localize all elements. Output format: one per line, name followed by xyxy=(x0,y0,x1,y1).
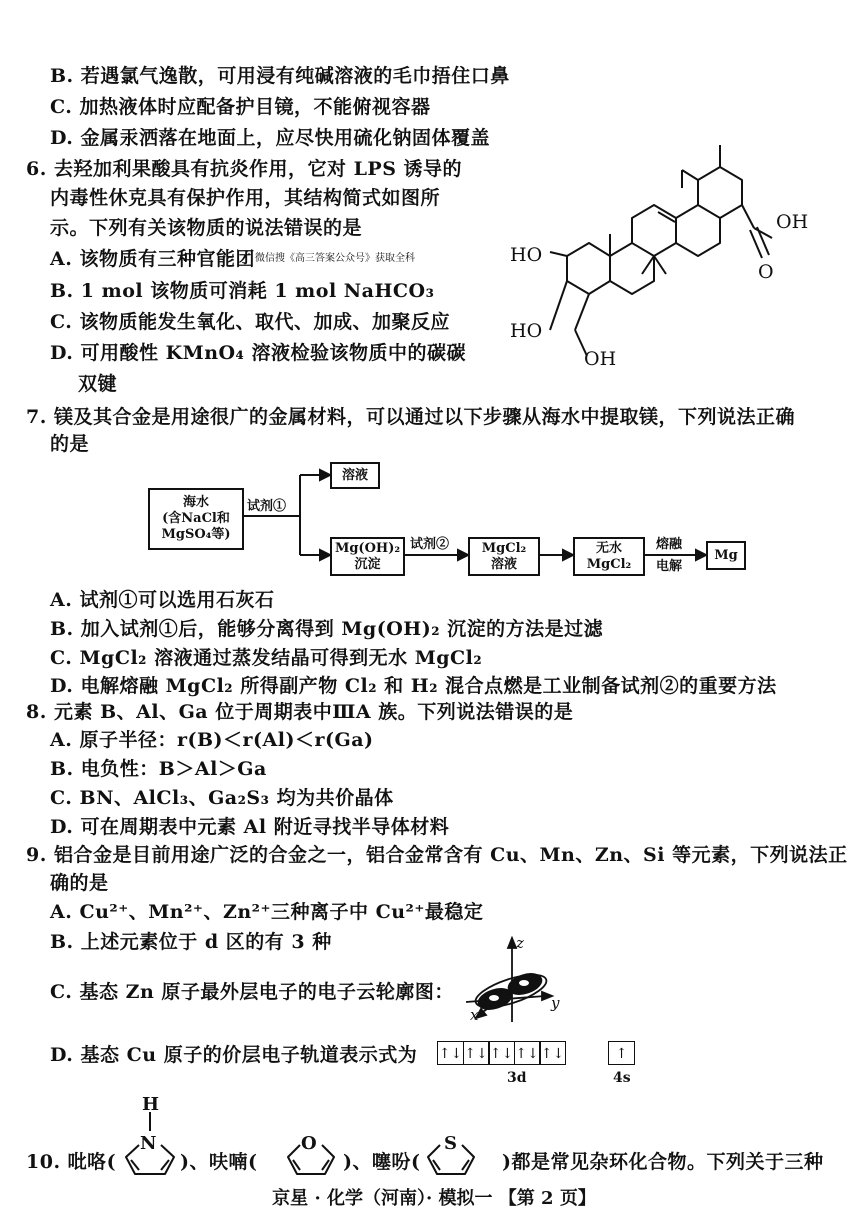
flow-seawater-line2: (含NaCl和 xyxy=(162,511,230,526)
orbital-4s-label: 4s xyxy=(613,1070,631,1086)
q8-option-b: B. 电负性：B＞Al＞Ga xyxy=(50,758,267,780)
q6-stem-line3: 示。下列有关该物质的说法错误的是 xyxy=(50,217,363,239)
orbital-3d-cell: ↑↓ xyxy=(514,1041,541,1065)
q9-option-b: B. 上述元素位于 d 区的有 3 种 xyxy=(50,931,332,953)
flow-seawater-line1: 海水 xyxy=(182,495,209,510)
thiophene-s-label: S xyxy=(444,1133,457,1154)
furan-o-label: O xyxy=(301,1133,317,1154)
flow-reagent2-label: 试剂② xyxy=(410,537,450,552)
cooh-oh-label: OH xyxy=(776,211,809,233)
q10-stem-part1: 10. 吡咯( xyxy=(26,1151,117,1173)
flow-mg-text: Mg xyxy=(714,547,738,563)
q10-stem-part2: )、呋喃( xyxy=(180,1151,258,1173)
q9-option-d: D. 基态 Cu 原子的价层电子轨道表示式为 xyxy=(50,1044,418,1066)
flow-seawater-line3: MgSO₄等) xyxy=(161,527,231,542)
q5-option-c: C. 加热液体时应配备护目镜，不能俯视容器 xyxy=(50,96,431,118)
q10-stem-part4: )都是常见杂环化合物。下列关于三种 xyxy=(502,1151,824,1173)
flow-mgcl2-solution-line1: MgCl₂ xyxy=(481,540,527,556)
q6-option-d-line1: D. 可用酸性 KMnO₄ 溶液检验该物质中的碳碳 xyxy=(50,342,466,364)
ho-label-1: HO xyxy=(510,244,543,266)
q5-option-d: D. 金属汞洒落在地面上，应尽快用硫化钠固体覆盖 xyxy=(50,127,491,149)
pyrrole-h-label: H xyxy=(142,1094,160,1115)
orbital-3d-cell: ↑↓ xyxy=(488,1041,515,1065)
q8-stem: 8. 元素 B、Al、Ga 位于周期表中ⅢA 族。下列说法错误的是 xyxy=(26,701,574,723)
flow-reagent1-label: 试剂① xyxy=(247,499,287,514)
q7-option-d: D. 电解熔融 MgCl₂ 所得副产物 Cl₂ 和 H₂ 混合点燃是工业制备试剂②的重要方法 xyxy=(50,675,777,697)
orbital-4s-cell: ↑ xyxy=(608,1041,635,1065)
q8-option-c: C. BN、AlCl₃、Ga₂S₃ 均为共价晶体 xyxy=(50,787,394,809)
ho-label-2: HO xyxy=(510,320,543,342)
q9-stem-line1: 9. 铝合金是目前用途广泛的合金之一，铝合金常含有 Cu、Mn、Zn、Si 等元素，下列说法正 xyxy=(26,844,848,866)
q6-option-d-line2: 双键 xyxy=(78,373,118,395)
q6-stem-line1: 6. 去羟加利果酸具有抗炎作用，它对 LPS 诱导的 xyxy=(26,158,463,180)
q6-stem-line2: 内毒性休克具有保护作用，其结构简式如图所 xyxy=(50,187,441,209)
watermark: 微信搜《高三答案公众号》获取全科 xyxy=(254,253,415,264)
flow-electrolysis-label2: 电解 xyxy=(656,559,683,574)
axis-y-label: y xyxy=(551,994,560,1012)
q8-option-a: A. 原子半径：r(B)＜r(Al)＜r(Ga) xyxy=(50,729,374,751)
flow-anhydrous-line2: MgCl₂ xyxy=(586,556,632,572)
orbital-3d-cell: ↑↓ xyxy=(437,1041,464,1065)
q7-stem-line1: 7. 镁及其合金是用途很广的金属材料，可以通过以下步骤从海水中提取镁，下列说法正确 xyxy=(26,406,795,428)
flow-precipitate-line1: Mg(OH)₂ xyxy=(334,540,401,556)
flow-solution-text: 溶液 xyxy=(341,467,368,483)
axis-z-label: z xyxy=(516,934,524,952)
axis-x-label: x xyxy=(470,1006,479,1024)
q7-option-a: A. 试剂①可以选用石灰石 xyxy=(50,589,275,611)
orbital-3d-cell: ↑↓ xyxy=(463,1041,490,1065)
flow-electrolysis-label1: 熔融 xyxy=(656,537,683,552)
pyrrole-n-label: N xyxy=(140,1133,157,1154)
q8-option-d: D. 可在周期表中元素 Al 附近寻找半导体材料 xyxy=(50,816,450,838)
q6-option-a-text: A. 该物质有三种官能团 xyxy=(50,248,255,270)
q9-option-a: A. Cu²⁺、Mn²⁺、Zn²⁺三种离子中 Cu²⁺最稳定 xyxy=(50,901,484,923)
q7-option-c: C. MgCl₂ 溶液通过蒸发结晶可得到无水 MgCl₂ xyxy=(50,647,483,669)
q6-option-b: B. 1 mol 该物质可消耗 1 mol NaHCO₃ xyxy=(50,280,435,302)
q9-option-c: C. 基态 Zn 原子最外层电子的电子云轮廓图： xyxy=(50,981,454,1003)
flow-anhydrous-line1: 无水 xyxy=(595,540,622,556)
q9-stem-line2: 确的是 xyxy=(50,872,109,894)
cooh-o-label: O xyxy=(758,261,774,283)
q5-option-b: B. 若遇氯气逸散，可用浸有纯碱溶液的毛巾捂住口鼻 xyxy=(50,65,510,87)
q10-stem-part3: )、噻吩( xyxy=(343,1151,421,1173)
q7-option-b: B. 加入试剂①后，能够分离得到 Mg(OH)₂ 沉淀的方法是过滤 xyxy=(50,618,604,640)
orbital-3d-label: 3d xyxy=(507,1070,527,1086)
orbital-3d-cell: ↑↓ xyxy=(539,1041,566,1065)
flow-precipitate-line2: 沉淀 xyxy=(354,556,381,572)
oh-label-3: OH xyxy=(584,348,617,370)
flow-mgcl2-solution-line2: 溶液 xyxy=(490,556,517,572)
q6-option-c: C. 该物质能发生氧化、取代、加成、加聚反应 xyxy=(50,311,451,333)
q7-stem-line2: 的是 xyxy=(50,433,90,455)
page-footer: 京星 · 化学（河南）· 模拟一 【第 2 页】 xyxy=(272,1188,596,1209)
